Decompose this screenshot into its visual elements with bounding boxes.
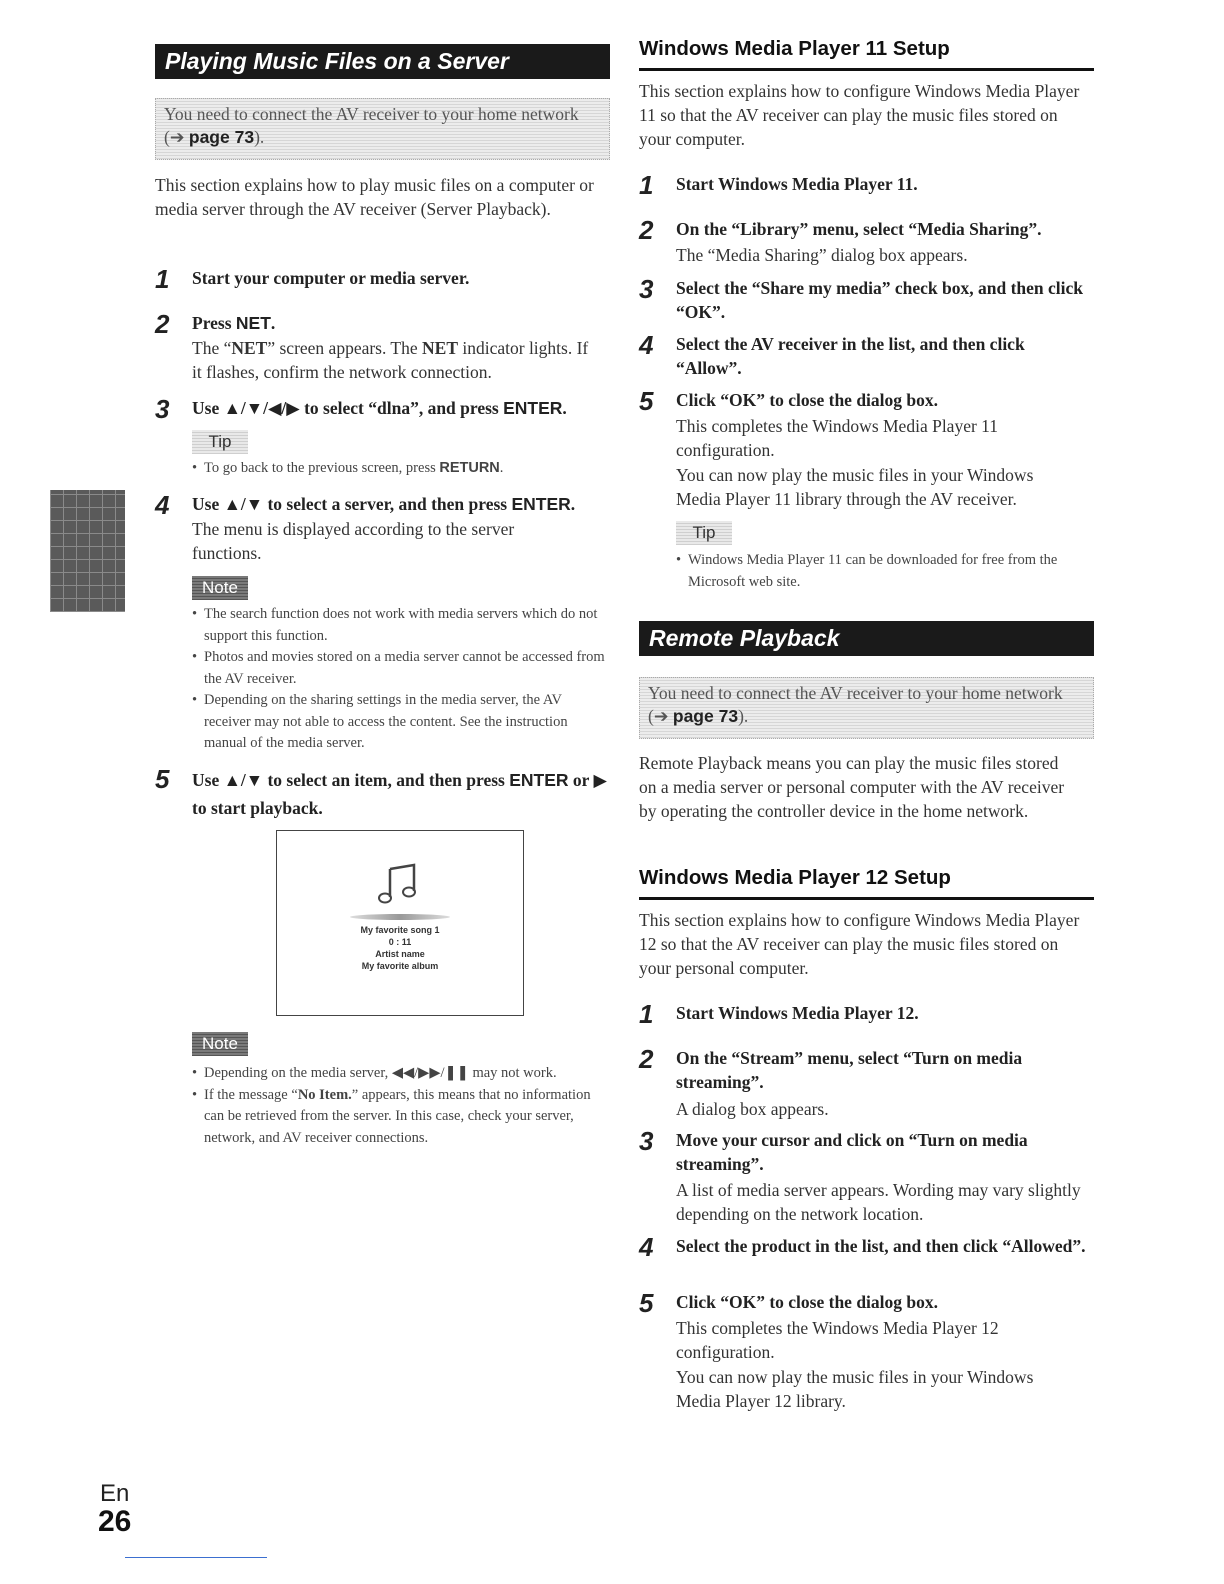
section-banner-remote-playback: Remote Playback [639, 621, 1094, 656]
step-body: The “Media Sharing” dialog box appears. [676, 245, 968, 265]
step-number: 4 [639, 1232, 654, 1262]
note-list [192, 1063, 610, 1149]
step-title: Select the “Share my media” check box, and then click “OK”. [676, 278, 1084, 322]
note-item: • Photos and movies stored on a media server cannot be accessed from the AV receiver. [192, 647, 610, 690]
tip-list [192, 458, 610, 480]
step-body: A dialog box appears. [676, 1099, 829, 1119]
server-intro-text: This section explains how to play music files on a computer or media server through the AV receiver (Server Playback). [155, 175, 594, 219]
step-title: Move your cursor and click on “Turn on media streaming”. [676, 1130, 1028, 1174]
screen-elapsed-time: 0 : 11 [388, 937, 412, 947]
note-list [192, 604, 610, 755]
network-requirement-note: You need to connect the AV receiver to your home network (➔ page 73). [155, 98, 610, 160]
step-number: 1 [639, 170, 654, 200]
tip-label: Tip [192, 430, 248, 454]
step-number: 1 [155, 264, 170, 294]
step-body: The “NET” screen appears. The NET indicator lights. If it flashes, confirm the network connection. [192, 338, 589, 382]
step-number: 2 [639, 1044, 654, 1074]
arrow-icon: ➔ [653, 707, 669, 727]
page-link[interactable]: page 73 [672, 706, 739, 726]
step-number: 3 [639, 1126, 654, 1156]
heading-wmp12: Windows Media Player 12 Setup [639, 866, 1094, 900]
step-title: Start Windows Media Player 11. [676, 174, 918, 194]
step-number: 3 [639, 274, 654, 304]
step-title: On the “Library” menu, select “Media Sharing”. [676, 219, 1042, 239]
playback-screen-illustration [276, 830, 524, 1016]
step-title: Select the AV receiver in the list, and then click “Allow”. [676, 334, 1025, 378]
music-note-icon [370, 861, 430, 909]
step-title: Use ▲/▼ to select a server, and then press ENTER. [192, 494, 576, 514]
note-item: • Depending on the sharing settings in the media server, the AV receiver may not able to access the content. See the instruction manual of the media server. [192, 690, 610, 755]
tip-item: • To go back to the previous screen, press RETURN. [192, 458, 610, 480]
screen-album: My favorite album [361, 961, 439, 971]
step-number: 1 [639, 999, 654, 1029]
reflection-bar [350, 914, 450, 920]
step-body: The menu is displayed according to the server functions. [192, 519, 515, 563]
step-title: Start your computer or media server. [192, 268, 470, 288]
step-title: Select the product in the list, and then click “Allowed”. [676, 1236, 1086, 1256]
step-body: You can now play the music files in your Windows Media Player 12 library. [676, 1367, 1034, 1411]
network-requirement-note: You need to connect the AV receiver to your home network (➔ page 73). [639, 677, 1094, 739]
wmp12-intro-text: This section explains how to configure Windows Media Player 12 so that the AV receiver can play the music files stored on your personal computer. [639, 910, 1080, 978]
step-body: A list of media server appears. Wording may vary slightly depending on the network location. [676, 1180, 1081, 1224]
tip-list [676, 550, 1076, 593]
note-label: Note [192, 1032, 248, 1056]
note-item: • Depending on the media server, ◀◀/▶▶/❚❚ may not work. [192, 1063, 610, 1085]
step-title: Press NET. [192, 313, 276, 333]
step-title: On the “Stream” menu, select “Turn on media streaming”. [676, 1048, 1023, 1092]
step-body: You can now play the music files in your Windows Media Player 11 library through the AV receiver. [676, 465, 1034, 509]
step-number: 2 [155, 309, 170, 339]
tip-label: Tip [676, 521, 732, 545]
step-body: This completes the Windows Media Player 12 configuration. [676, 1318, 999, 1362]
step-title: Start Windows Media Player 12. [676, 1003, 919, 1023]
arrow-icon: ➔ [169, 128, 185, 148]
page-number: 26 [98, 1505, 132, 1538]
note-label: Note [192, 576, 248, 600]
step-number: 5 [155, 764, 170, 794]
step-title: Use ▲/▼ to select an item, and then press ENTER or ▶ to start playback. [192, 770, 607, 818]
note-item: • If the message “No Item.” appears, this means that no information can be retrieved from the server. In this case, check your server, network, and AV receiver connections. [192, 1085, 610, 1150]
screen-song-title: My favorite song 1 [360, 925, 440, 935]
heading-wmp11: Windows Media Player 11 Setup [639, 37, 1094, 71]
step-body: This completes the Windows Media Player 11 configuration. [676, 416, 999, 460]
step-number: 5 [639, 386, 654, 416]
step-title: Click “OK” to close the dialog box. [676, 390, 939, 410]
tip-item: • Windows Media Player 11 can be downloaded for free from the Microsoft web site. [676, 550, 1076, 593]
wmp11-intro-text: This section explains how to configure Windows Media Player 11 so that the AV receiver can play the music files stored on your computer. [639, 81, 1080, 149]
screen-artist: Artist name [375, 949, 425, 959]
footer-rule [125, 1557, 267, 1558]
step-number: 2 [639, 215, 654, 245]
language-label: En [100, 1480, 130, 1507]
network-note-text: You need to connect the AV receiver to your home network ( [164, 104, 579, 147]
page-link[interactable]: page 73 [188, 127, 255, 147]
note-item: • The search function does not work with media servers which do not support this function. [192, 604, 610, 647]
step-number: 3 [155, 394, 170, 424]
step-number: 4 [639, 330, 654, 360]
step-title: Click “OK” to close the dialog box. [676, 1292, 939, 1312]
step-number: 5 [639, 1288, 654, 1318]
section-banner-server-playback: Playing Music Files on a Server [155, 44, 610, 79]
chapter-tab-grid [50, 490, 125, 612]
step-title: Use ▲/▼/◀/▶ to select “dlna”, and press ENTER. [192, 398, 567, 418]
remote-intro-text: Remote Playback means you can play the music files stored on a media server or personal computer with the AV receiver by operating the controller device in the home network. [639, 753, 1065, 821]
step-number: 4 [155, 490, 170, 520]
